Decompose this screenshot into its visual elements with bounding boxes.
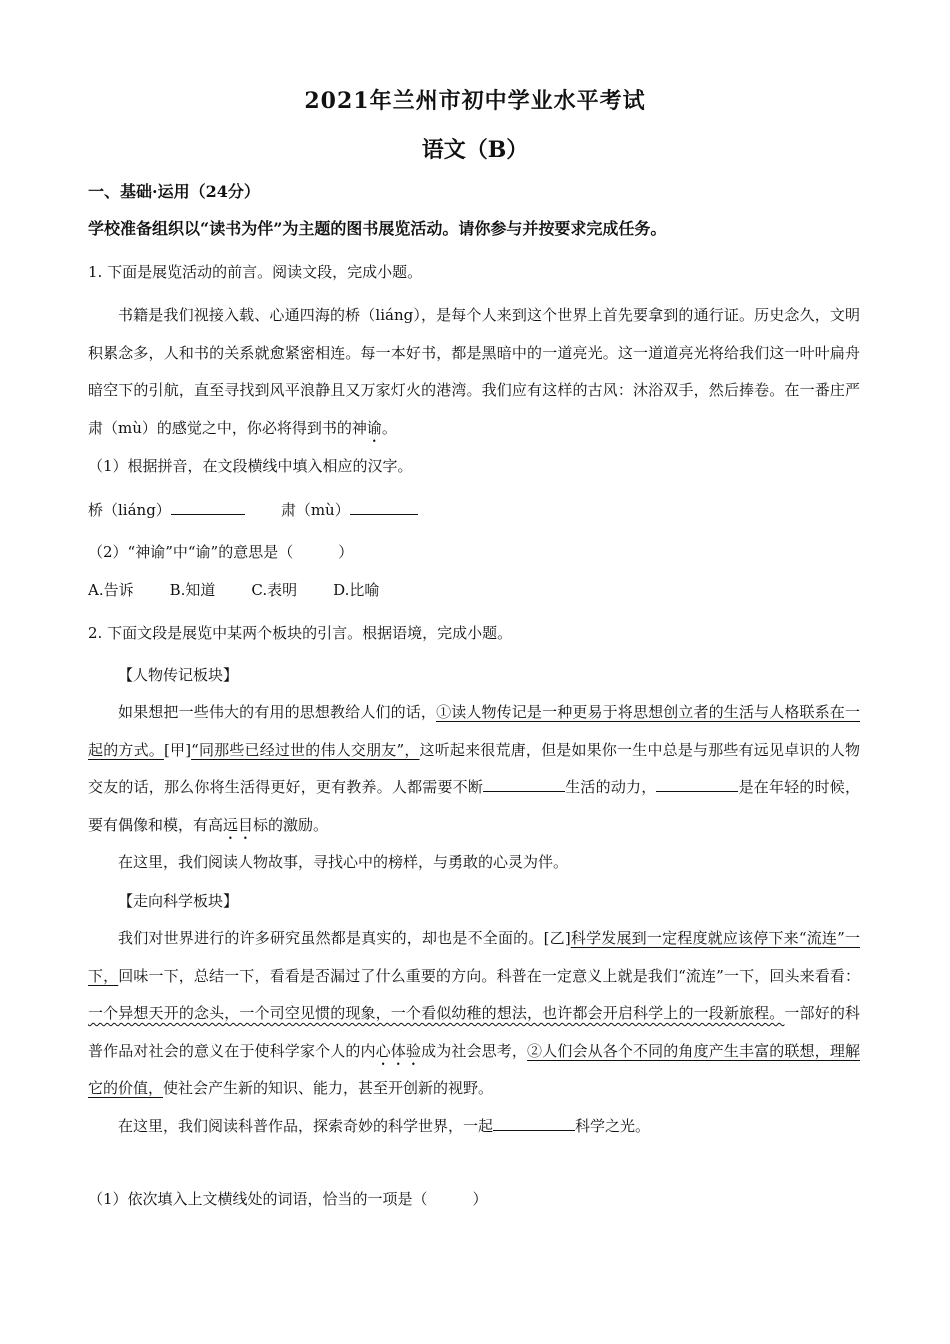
biography-text-3: 生活的动力， xyxy=(565,778,657,796)
answer-blank-3[interactable] xyxy=(493,1114,575,1131)
fill-in-row xyxy=(88,498,418,521)
question-2-sub-1: （1）依次填入上文横线处的词语，恰当的一项是（ ） xyxy=(88,1190,488,1208)
option-a[interactable]: A.告诉 xyxy=(88,581,134,599)
passage-end: 。 xyxy=(381,418,397,437)
section-intro: 学校准备组织以“读书为伴”为主题的图书展览活动。请你参与并按要求完成任务。 xyxy=(88,219,667,238)
option-b[interactable]: B.知道 xyxy=(169,581,216,599)
option-d[interactable]: D.比喻 xyxy=(333,581,380,599)
emphasized-word: 远目 xyxy=(223,815,254,834)
wavy-underlined-sentence: 一个异想天开的念头，一个司空见惯的现象，一个看似幼稚的想法，也许都会开启科学上的一段新旅程。 xyxy=(88,1004,785,1022)
science-text-3: 一部好的科普作品对社会的意义在于使科学家个人的内 xyxy=(88,1004,860,1060)
underlined-sentence-2: ②人们会从各个不同的角度产生丰富的联想，理解它的价值， xyxy=(88,1041,860,1097)
underlined-sentence-yi: 科学发展到一定程度就应该停下来“流连”一下， xyxy=(88,929,860,985)
fill-label-mu: 肃（mù） xyxy=(280,501,350,519)
block-title-science: 【走向科学板块】 xyxy=(118,892,239,910)
biography-passage xyxy=(88,694,860,882)
question-1-stem: 1. 下面是展览活动的前言。阅读文段，完成小题。 xyxy=(88,263,423,281)
fill-label-liang: 桥（liáng） xyxy=(88,501,171,519)
science-closing-1: 在这里，我们阅读科普作品，探索奇妙的科学世界，一起 xyxy=(118,1116,494,1135)
section-heading: 一、基础·运用（24分） xyxy=(88,182,260,201)
question-1-passage xyxy=(88,297,860,447)
answer-blank-1[interactable] xyxy=(483,775,565,792)
science-text-4: 成为社会思考， xyxy=(421,1041,528,1060)
passage-text: 书籍是我们视接入载、心通四海的桥（liáng），是每个人来到这个世界上首先要拿到的通行证。历史念久，文明积累念多，人和书的关系就愈紧密相连。每一本好书，都是黑暗中的一道亮光。这一道道亮光将给我们这一叶叶扁舟暗空下的引航，直至寻找到风平浪静且又万家灯火的港湾。我们应有这样的古风：沐浴双手，然后捧卷。在一番庄严肃（mù）的感觉之中，你必将得到书的神 xyxy=(88,306,860,437)
science-text-1: 我们对世界进行的许多研究虽然都是真实的，却也是不全面的。[乙] xyxy=(118,929,571,947)
question-2-stem: 2. 下面文段是展览中某两个板块的引言。根据语境，完成小题。 xyxy=(88,624,513,642)
underlined-quote-jia: “同那些已经过世的伟人交朋友”， xyxy=(191,740,420,759)
question-1-options xyxy=(88,579,415,601)
option-c[interactable]: C.表明 xyxy=(251,581,298,599)
biography-text-5: 标的激励。 xyxy=(253,815,329,834)
answer-blank-liang[interactable] xyxy=(171,498,245,515)
marker-jia: [甲] xyxy=(163,740,192,759)
science-closing-2: 科学之光。 xyxy=(575,1116,651,1135)
emphasized-word: 谕 xyxy=(366,418,382,437)
emphasized-word: 心体验 xyxy=(375,1041,422,1060)
exam-subtitle: 语文（B） xyxy=(421,137,529,163)
question-1-sub-2: （2）“神谕”中“谕”的意思是（ ） xyxy=(88,543,354,561)
biography-text-4: 是在年轻的时候，要有偶像和模，有高 xyxy=(88,778,860,834)
science-text-2: 回味一下，总结一下，看看是否漏过了什么重要的方向。科普在一定意义上就是我们“流连”一下，回头来看看： xyxy=(118,966,860,985)
biography-text-1: 如果想把一些伟大的有用的思想教给人们的话， xyxy=(118,703,437,721)
answer-blank-2[interactable] xyxy=(656,775,738,792)
block-title-biography: 【人物传记板块】 xyxy=(118,666,239,684)
science-text-5: 使社会产生新的知识、能力，甚至开创新的视野。 xyxy=(163,1079,494,1097)
question-1-sub-1: （1）根据拼音，在文段横线中填入相应的汉字。 xyxy=(88,457,413,475)
underlined-sentence-1: ①读人物传记是一种更易于将思想创立者的生活与人格联系在一起的方式。 xyxy=(88,703,860,759)
biography-closing: 在这里，我们阅读人物故事，寻找心中的榜样，与勇敢的心灵为伴。 xyxy=(118,853,569,871)
exam-title: 2021年兰州市初中学业水平考试 xyxy=(304,88,646,114)
biography-text-2: 这听起来很荒唐，但是如果你一生中总是与那些有远见卓识的人物交友的话，那么你将生活得更好，更有教养。人都需要不断 xyxy=(88,740,860,796)
science-passage xyxy=(88,920,860,1145)
answer-blank-mu[interactable] xyxy=(350,498,418,515)
